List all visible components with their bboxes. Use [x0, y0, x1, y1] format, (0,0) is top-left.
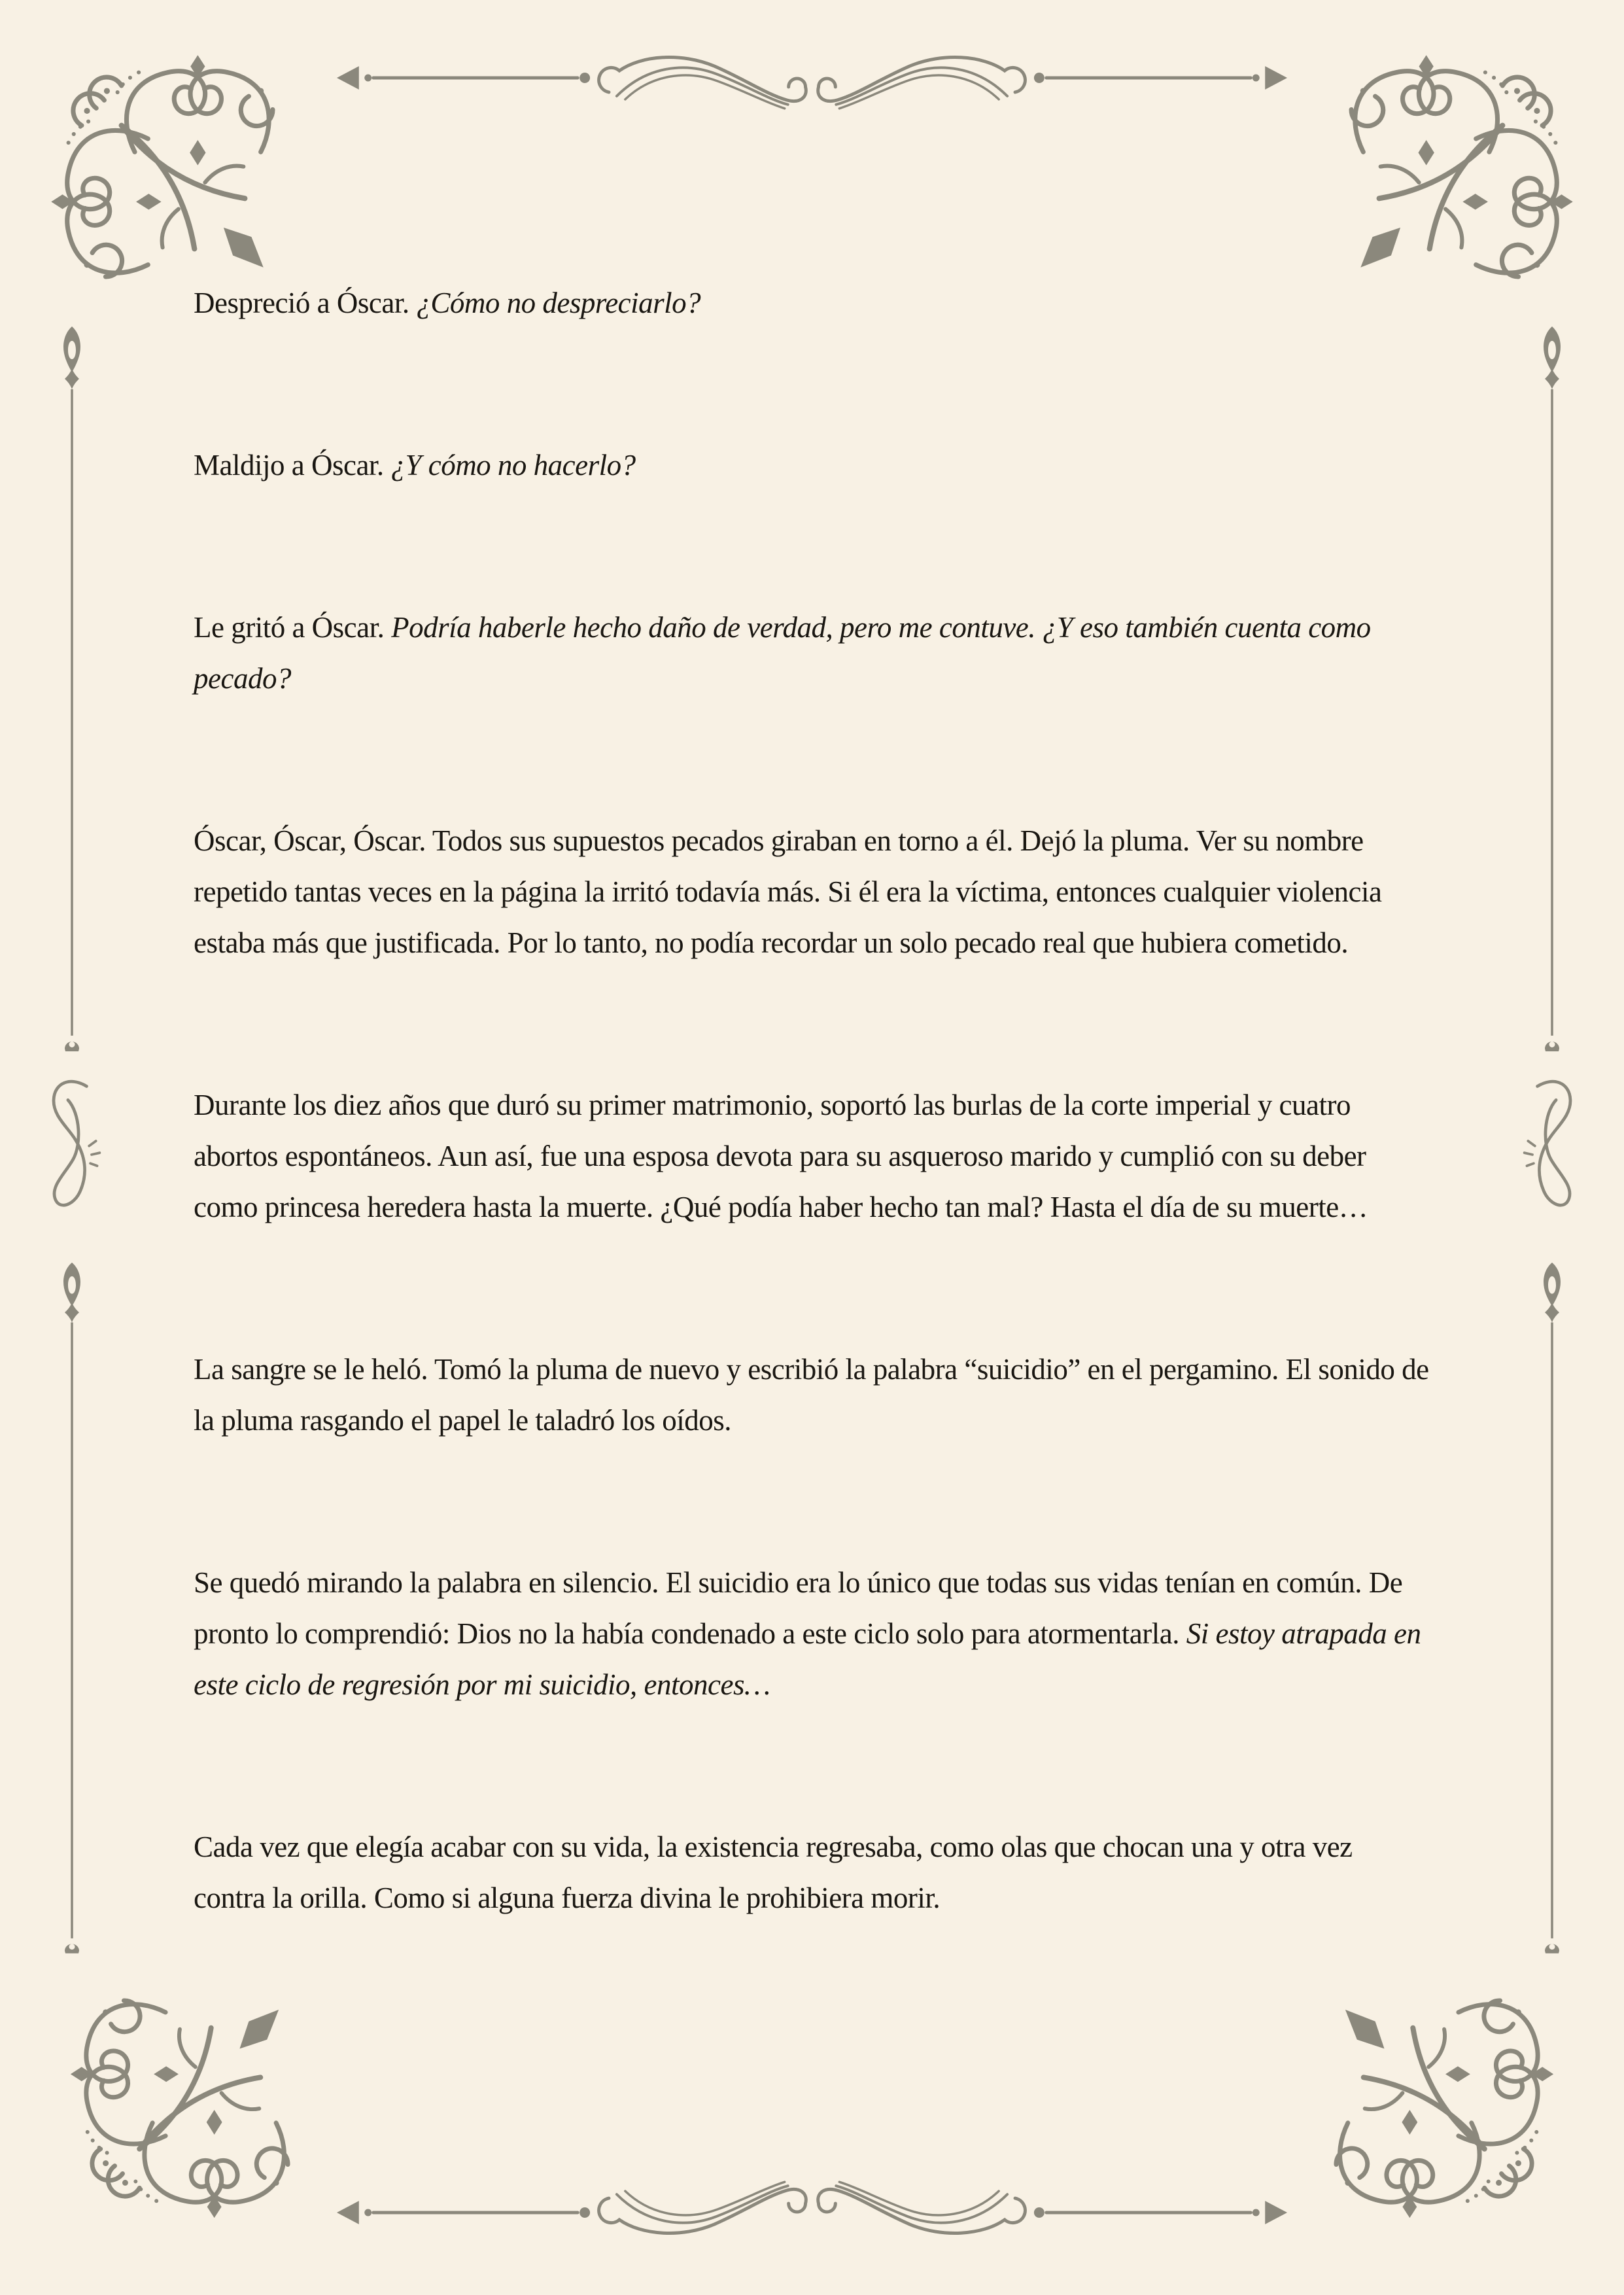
- corner-flourish-top-left-icon: [38, 42, 277, 281]
- paragraph: [194, 602, 1430, 704]
- paragraph: [194, 440, 1430, 491]
- text-run: Durante los diez años que duró su primer matrimonio, soportó las burlas de la corte imperial y cuatro abortos espontáneos. Aun así, fue una esposa devota para su asqueroso marido y cumplió con su deber como princesa heredera hasta la muerte. ¿Qué podía haber hecho tan mal? Hasta el día de su muerte…: [194, 1089, 1368, 1223]
- left-figure-eight-swirl-icon: [42, 1076, 104, 1232]
- text-run: Óscar, Óscar, Óscar. Todos sus supuestos pecados giraban en torno a él. Dejó la pluma. Ver su nombre repetido tantas veces en la página la irritó todavía más. Si él era la víctima, entonces cualquier violencia estaba más que justificada. Por lo tanto, no podía recordar un solo pecado real que hubiera cometido.: [194, 824, 1382, 959]
- ornamental-divider-bottom-icon: [330, 2164, 1294, 2262]
- text-run-italic: ¿Y cómo no hacerlo?: [390, 449, 636, 482]
- text-run-italic: ¿Cómo no despreciarlo?: [416, 287, 701, 319]
- text-run-italic: Si estoy atrapada en este ciclo de regresión por mi suicidio, entonces…: [194, 1617, 1421, 1701]
- paragraph: [194, 1344, 1430, 1446]
- right-lower-rod-ornament-icon: [1542, 1261, 1562, 1963]
- text-run: Cada vez que elegía acabar con su vida, la existencia regresaba, como olas que chocan una y otra vez contra la orilla. Como si alguna fuerza divina le prohibiera morir.: [194, 1831, 1353, 1914]
- paragraph: [194, 1079, 1430, 1233]
- paragraph: [194, 1557, 1430, 1710]
- right-figure-eight-swirl-icon: [1520, 1076, 1582, 1232]
- left-lower-rod-ornament-icon: [62, 1261, 82, 1963]
- text-run: Se quedó mirando la palabra en silencio. El suicidio era lo único que todas sus vidas tenían en común. De pronto lo comprendió: Dios no la había condenado a este ciclo solo para atormentarla.: [194, 1566, 1403, 1650]
- ornamental-divider-top-icon: [330, 29, 1294, 127]
- page-text: [194, 277, 1430, 2035]
- text-run: La sangre se le heló. Tomó la pluma de nuevo y escribió la palabra “suicidio” en el pergamino. El sonido de la pluma rasgando el papel le taladró los oídos.: [194, 1353, 1429, 1437]
- corner-flourish-top-right-icon: [1347, 42, 1586, 281]
- text-run-italic: Podría haberle hecho daño de verdad, pero me contuve. ¿Y eso también cuenta como pecado?: [194, 611, 1371, 695]
- paragraph: [194, 277, 1430, 328]
- left-upper-rod-ornament-icon: [62, 325, 82, 1061]
- right-upper-rod-ornament-icon: [1542, 325, 1562, 1061]
- paragraph: [194, 815, 1430, 968]
- text-run: Maldijo a Óscar.: [194, 449, 391, 482]
- text-run: Le gritó a Óscar.: [194, 611, 392, 644]
- paragraph: [194, 1821, 1430, 1923]
- text-run: Despreció a Óscar.: [194, 287, 417, 319]
